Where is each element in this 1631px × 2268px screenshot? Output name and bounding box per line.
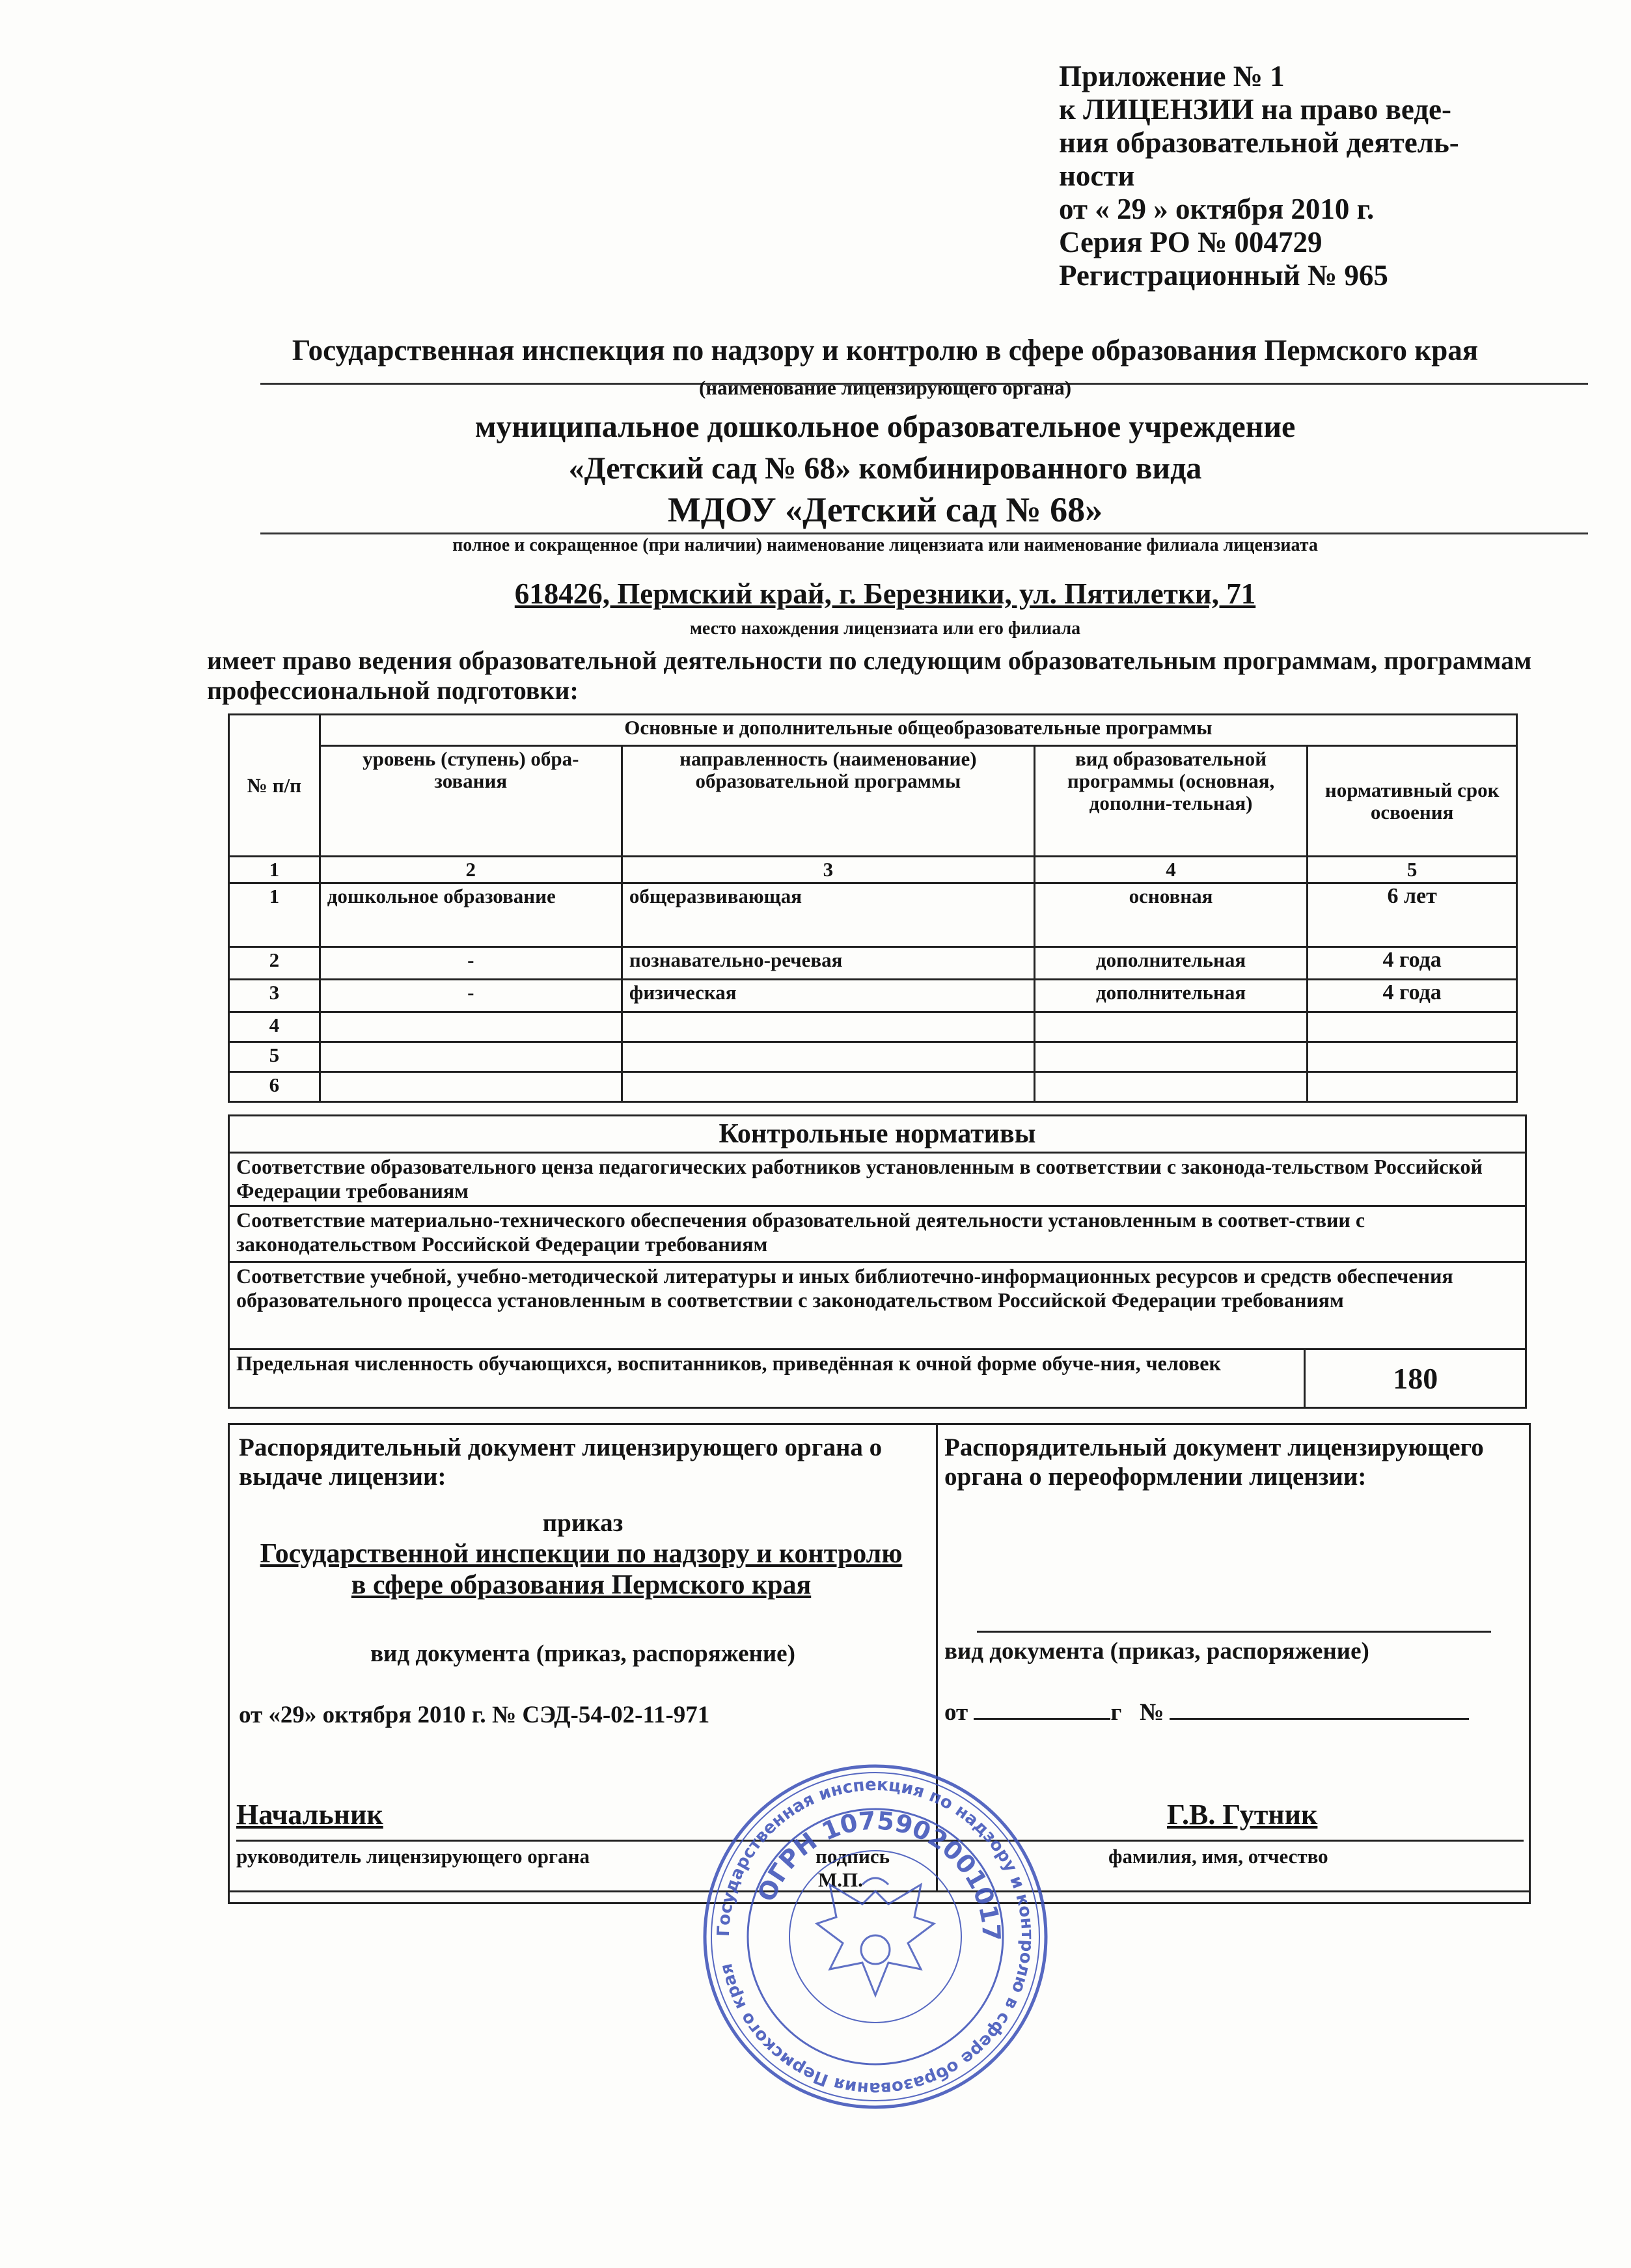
reissue-order-title: Распорядительный документ лицензирующего органа о переоформлении лицензии:: [944, 1433, 1484, 1491]
row-direction: физическая: [622, 980, 1034, 1012]
reissue-order-doc-caption: вид документа (приказ, распоряжение): [944, 1638, 1369, 1665]
num-header: № п/п: [229, 715, 320, 857]
licensee-line-1: муниципальное дошкольное образовательное учреждение: [474, 409, 1296, 444]
row-direction: общеразвивающая: [622, 883, 1034, 947]
issue-order-doc-caption: вид документа (приказ, распоряжение): [370, 1640, 795, 1667]
row-direction: [622, 1042, 1034, 1072]
issue-order-title: Распорядительный документ лицензирующего органа о выдаче лицензии:: [239, 1433, 883, 1491]
controls-table: [228, 1114, 1527, 1409]
programs-table: [228, 713, 1518, 1103]
licensee-caption: полное и сокращенное (при наличии) наименование лицензиата или наименование филиала лицензиата: [452, 535, 1318, 555]
licensee-underline: [260, 532, 1588, 534]
appendix-header: [1059, 60, 1593, 292]
signatory-name: Г.В. Гутник: [1167, 1799, 1318, 1831]
row-direction: [622, 1072, 1034, 1102]
position-caption: руководитель лицензирующего органа: [236, 1845, 590, 1868]
reissue-order-date: [944, 1698, 1469, 1726]
row-level: [320, 1072, 622, 1102]
col-number: 2: [320, 857, 622, 883]
sign-caption: подпись: [816, 1845, 890, 1868]
reissue-number-label: №: [1140, 1699, 1164, 1726]
header-level: уровень (ступень) обра-зования: [320, 746, 622, 857]
col-number: 5: [1308, 857, 1517, 883]
group-header: Основные и дополнительные общеобразовательные программы: [320, 715, 1516, 746]
capacity-value: 180: [1305, 1349, 1526, 1408]
appendix-line: Приложение № 1: [1059, 60, 1285, 92]
row-number: 4: [229, 1012, 320, 1042]
row-term: [1308, 1012, 1517, 1042]
col-number: 1: [229, 857, 320, 883]
header-direction: направленность (наименование) образовательной программы: [622, 746, 1034, 857]
signatory-position: Начальник: [236, 1799, 383, 1831]
row-number: 2: [229, 947, 320, 980]
address-caption: место нахождения лицензиата или его филиала: [689, 618, 1081, 639]
table-row: [229, 1042, 1517, 1072]
eagle-emblem-icon: [817, 1878, 934, 1995]
appendix-line: к ЛИЦЕНЗИИ на право веде-: [1059, 93, 1452, 126]
header-term: нормативный срок освоения: [1308, 746, 1517, 857]
table-row: [229, 1072, 1517, 1102]
row-kind: [1034, 1012, 1308, 1042]
right-statement: имеет право ведения образовательной деятельности по следующим образовательным программам, программам профессиональной подготовки:: [207, 646, 1532, 705]
appendix-series: Серия РО № 004729: [1059, 226, 1323, 258]
row-term: 4 года: [1308, 947, 1517, 980]
table-row: [229, 980, 1517, 1012]
table-row: [229, 1012, 1517, 1042]
row-number: 3: [229, 980, 320, 1012]
issuer-name: Государственная инспекция по надзору и контролю в сфере образования Пермского края: [292, 334, 1479, 366]
row-kind: дополнительная: [1034, 980, 1308, 1012]
row-level: -: [320, 980, 622, 1012]
capacity-label: Предельная численность обучающихся, воспитанников, приведённая к очной форме обуче-ния, человек: [229, 1349, 1305, 1408]
issuer-caption: (наименование лицензирующего органа): [698, 376, 1072, 399]
name-caption: фамилия, имя, отчество: [1108, 1845, 1328, 1868]
reissue-year-suffix: г: [1110, 1699, 1122, 1726]
address-value: 618426, Пермский край, г. Березники, ул. Пятилетки, 71: [514, 577, 1256, 610]
control-item: Соответствие образовательного ценза педагогических работников установленным в соответствии с законода-тельством Российской Федерации требованиям: [229, 1153, 1526, 1206]
col-number: 3: [622, 857, 1034, 883]
appendix-reg-number: Регистрационный № 965: [1059, 259, 1388, 292]
row-direction: познавательно-речевая: [622, 947, 1034, 980]
official-stamp: [700, 1761, 1051, 2112]
table-row: [229, 947, 1517, 980]
issue-order-org: Государственной инспекции по надзору и контролю в сфере образования Пермского края: [260, 1539, 903, 1600]
appendix-line: ности: [1059, 159, 1135, 192]
control-item: Соответствие учебной, учебно-методической литературы и иных библиотечно-информационных ресурсов и средств обеспечения образовательного процесса установленным в соответствии с законодательством Российской Федерации требованиям: [229, 1262, 1526, 1349]
row-term: [1308, 1042, 1517, 1072]
issue-order-type: приказ: [542, 1509, 624, 1537]
row-level: дошкольное образование: [320, 883, 622, 947]
row-kind: дополнительная: [1034, 947, 1308, 980]
control-item: Соответствие материально-технического обеспечения образовательной деятельности установленным в соответ-ствии с законодательством Российской Федерации требованиям: [229, 1206, 1526, 1262]
stamp-outer-text: Государственная инспекция по надзору и контролю в сфере образования Пермского края: [713, 1775, 1037, 2099]
appendix-date: от « 29 » октября 2010 г.: [1059, 193, 1375, 225]
reissue-date-blank: [974, 1718, 1110, 1720]
appendix-line: ния образовательной деятель-: [1059, 126, 1459, 159]
row-term: 4 года: [1308, 980, 1517, 1012]
table-row: [229, 883, 1517, 947]
licensee-short-name: МДОУ «Детский сад № 68»: [667, 490, 1103, 529]
row-number: 6: [229, 1072, 320, 1102]
reissue-date-prefix: от: [944, 1699, 968, 1726]
row-term: [1308, 1072, 1517, 1102]
row-level: [320, 1042, 622, 1072]
row-kind: [1034, 1072, 1308, 1102]
col-number: 4: [1034, 857, 1308, 883]
header-kind: вид образовательной программы (основная, дополни-тельная): [1034, 746, 1308, 857]
stamp-ogrn: ОГРН 1075902001017: [752, 1806, 1006, 1942]
reissue-number-blank: [1170, 1718, 1469, 1720]
row-level: -: [320, 947, 622, 980]
controls-title: Контрольные нормативы: [229, 1116, 1526, 1153]
stamp-caption: М.П.: [818, 1868, 863, 1891]
row-number: 5: [229, 1042, 320, 1072]
licensee-line-2: «Детский сад № 68» комбинированного вида: [568, 451, 1202, 486]
row-number: 1: [229, 883, 320, 947]
reissue-doc-line: [977, 1631, 1491, 1633]
row-term: 6 лет: [1308, 883, 1517, 947]
row-level: [320, 1012, 622, 1042]
row-direction: [622, 1012, 1034, 1042]
issue-order-date-number: от «29» октября 2010 г. № СЭД-54-02-11-971: [239, 1702, 710, 1728]
row-kind: [1034, 1042, 1308, 1072]
row-kind: основная: [1034, 883, 1308, 947]
